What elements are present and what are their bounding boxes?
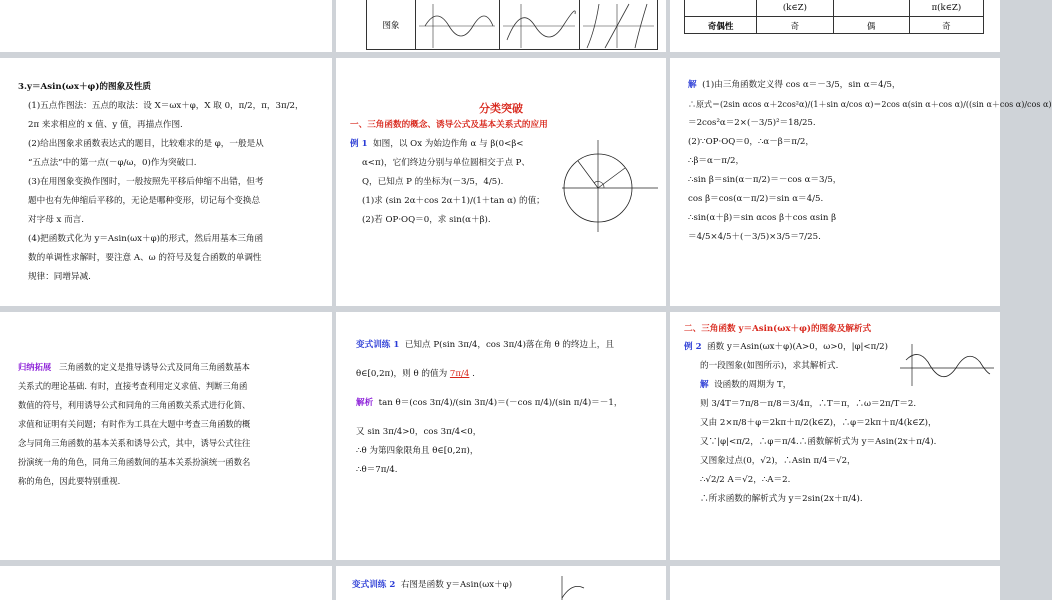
unit-circle-figure	[558, 136, 662, 236]
section-heading-2: 二、三角函数 y＝Asin(ωx＋φ)的图象及解析式	[684, 324, 872, 334]
text-line: (3)在用图象变换作图时，一般按照先平移后伸缩不出错，但考	[28, 177, 264, 187]
slide-practice-1	[336, 312, 666, 560]
slide-top-left	[0, 0, 332, 52]
text-line: 对字母 x 而言.	[28, 215, 85, 225]
parity-label: 奇偶性	[685, 17, 757, 34]
text-line: (1)由三角函数定义得 cos α＝－3/5，sin α＝4/5，	[702, 80, 901, 90]
text-line: 题中也有先伸缩后平移的，无论是哪种变形，切记每个变换总	[28, 196, 261, 206]
cosine-graph	[499, 0, 579, 50]
slide-practice-2	[336, 566, 666, 600]
text-line: ∴sin(α＋β)＝sin αcos β＋cos αsin β	[688, 213, 837, 223]
cosine-graph-cell	[499, 0, 580, 50]
example-1-text	[350, 135, 560, 230]
text-line: (1)五点作图法：五点的取法：设 X＝ωx＋φ，X 取 0，π/2，π，3π/2，	[28, 101, 304, 111]
text-line: ∴所求函数的解析式为 y＝2sin(2x＋π/4).	[700, 494, 863, 504]
practice-2-text	[352, 576, 512, 595]
parity-table	[684, 0, 984, 34]
text-line: 又由 2×π/8＋φ＝2kπ＋π/2(k∈Z)，∴φ＝2kπ＋π/4(k∈Z)，	[700, 418, 937, 428]
slide-example-2	[670, 312, 1000, 560]
answer-blank: 7π/4	[449, 369, 470, 379]
practice-label: 变式训练 1	[356, 340, 400, 350]
text-line: 关系式的理论基础. 有时，直接考查利用定义求值、判断三角函	[18, 381, 248, 391]
practice-2-label: 变式训练 2	[352, 580, 396, 590]
section-heading: 一、三角函数的概念、诱导公式及基本关系式的应用	[350, 120, 548, 130]
table-row-label: 图象	[367, 0, 416, 50]
text-line: 念与同角三角函数的基本关系和诱导公式，其中，诱导公式往往	[18, 438, 251, 448]
text-line: ∴sin β＝sin(α－π/2)＝－cos α＝3/5，	[688, 175, 842, 185]
text-line: ＝2cos²α＝2×(－3/5)²＝18/25.	[688, 118, 816, 128]
text-line: 函数 y＝Asin(ωx＋φ)(A>0，ω>0，|φ|<π/2)	[707, 342, 888, 352]
text-line: ＝4/5×4/5＋(－3/5)×3/5＝7/25.	[688, 232, 821, 242]
text-line: 规律：同增异减.	[28, 272, 91, 282]
k-cell: (k∈Z)	[757, 0, 833, 16]
text-line: 又 sin 3π/4>0，cos 3π/4<0，	[356, 427, 482, 437]
text-line: “五点法”中的第一点(－φ/ω，0)作为突破口.	[28, 158, 197, 168]
text-line: (1)求 (sin 2α＋cos 2α＋1)/(1＋tan α) 的值；	[362, 196, 545, 206]
text-line: ∴θ＝7π/4.	[356, 465, 398, 475]
text-line: 已知点 P(sin 3π/4，cos 3π/4)落在角 θ 的终边上，且	[404, 340, 614, 350]
example-2-label: 例 2	[684, 342, 702, 352]
text-line: 又图象过点(0，√2)，∴Asin π/4＝√2，	[700, 456, 856, 466]
text-line: α<π)，它们终边分别与单位圆相交于点 P、	[362, 158, 531, 168]
partial-graph-figure	[550, 574, 590, 600]
practice-1-text: 变式训练 1 已知点 P(sin 3π/4，cos 3π/4)落在角 θ 的终边上，且 θ∈[0,2π)，则 θ 的值为 7π/4 . 解析 tan θ＝(cos 3π/4)/(sin 3π/4)＝(－cos π/4)/(sin π/4)＝－1， 又 sin 3π/4>0，cos 3π/4<0， ∴θ 为第四象限角且 θ∈[0,2π)， ∴θ＝7π/4.	[356, 336, 656, 480]
text-line: 的一段图象(如图所示)，求其解析式.	[700, 361, 839, 371]
text-line: (2)∵OP·OQ＝0，∴α－β＝π/2，	[688, 137, 814, 147]
text-line: cos β＝cos(α－π/2)＝sin α＝4/5.	[688, 194, 824, 204]
text-line: 数的单调性求解时，要注意 A、ω 的符号及复合函数的单调性	[28, 253, 262, 263]
graph-table	[366, 0, 658, 50]
solution-2-label: 解	[700, 380, 709, 390]
text-line: ∴原式＝(2sin αcos α＋2cos²α)/(1＋sin α/cos α)＝2cos α(sin α＋cos α)/((sin α＋cos α)/cos α)	[688, 100, 1052, 109]
sine-graph-cell	[415, 0, 500, 50]
parity-cos: 偶	[834, 17, 910, 34]
text-line: 扮演统一角的角色，同角三角函数间的基本关系扮演统一函数名	[18, 457, 251, 467]
text-line: 如图，以 Ox 为始边作角 α 与 β(0<β<	[373, 139, 524, 149]
text-line: 又∵|φ|<π/2，∴φ＝π/4.∴函数解析式为 y＝Asin(2x＋π/4).	[700, 437, 937, 447]
parity-tan: 奇	[942, 21, 951, 32]
analysis-label: 解析	[356, 398, 374, 408]
text-line: 三角函数的定义是推导诱导公式及同角三角函数基本	[59, 362, 250, 372]
solution-1-text	[688, 76, 1052, 247]
tangent-graph-cell	[579, 0, 658, 50]
slide-solution-1	[670, 58, 1052, 306]
summary-label: 归纳拓展	[18, 362, 52, 372]
slide-partial-right	[670, 566, 1000, 600]
solution-label: 解	[688, 80, 697, 90]
tangent-graph	[579, 0, 658, 50]
slide-graph-properties	[0, 58, 332, 306]
properties-heading: 3.y＝Asin(ωx＋φ)的图象及性质	[18, 82, 151, 92]
slide-top-right	[670, 0, 1000, 52]
text-line: 称的角色，因此要特别重视.	[18, 476, 121, 486]
text-line: tan θ＝(cos 3π/4)/(sin 3π/4)＝(－cos π/4)/(sin π/4)＝－1，	[378, 398, 623, 408]
text-line: ∴β＝α－π/2，	[688, 156, 745, 166]
text-line: 数值的符号，利用诱导公式和同角的三角函数关系式进行化简、	[18, 400, 251, 410]
text-line: Q，已知点 P 的坐标为(－3/5，4/5).	[362, 177, 504, 187]
text-line: 2π 来求相应的 x 值、y 值，再描点作图.	[28, 120, 183, 130]
properties-text	[18, 78, 328, 287]
text-line: 设函数的周期为 T，	[714, 380, 792, 390]
parity-sin: 奇	[757, 17, 833, 34]
text-line: 求值和证明有关问题；有时作为工具在大题中考查三角函数的概	[18, 419, 251, 429]
text-line: (2)若 OP·OQ＝0，求 sin(α＋β).	[362, 215, 491, 225]
text-line: ∴θ 为第四象限角且 θ∈[0,2π)，	[356, 446, 479, 456]
text-line: ∴√2/2 A＝√2，∴A＝2.	[700, 475, 791, 485]
text-line: (4)把函数式化为 y＝Asin(ωx＋φ)的形式，然后用基本三角函	[28, 234, 264, 244]
text-line: θ∈[0,2π)，则 θ 的值为	[356, 369, 448, 379]
slide-example-1	[336, 58, 666, 306]
summary-text	[18, 358, 328, 491]
slide-summary	[0, 312, 332, 560]
k-cell-2: π(k∈Z)	[931, 3, 962, 13]
sine-wave-figure	[898, 342, 996, 390]
page-title: 分类突破	[479, 102, 523, 115]
text-line: 右图是函数 y＝Asin(ωx＋φ)	[400, 580, 513, 590]
example-label: 例 1	[350, 139, 368, 149]
sine-graph	[415, 0, 499, 50]
text-line: 则 3/4T＝7π/8－π/8＝3/4π，∴T＝π，∴ω＝2π/T＝2.	[700, 399, 917, 409]
slide-top-center	[336, 0, 666, 52]
slide-partial-left	[0, 566, 332, 600]
text-line: (2)给出图象求函数表达式的题目，比较难求的是 φ，一般是从	[28, 139, 264, 149]
